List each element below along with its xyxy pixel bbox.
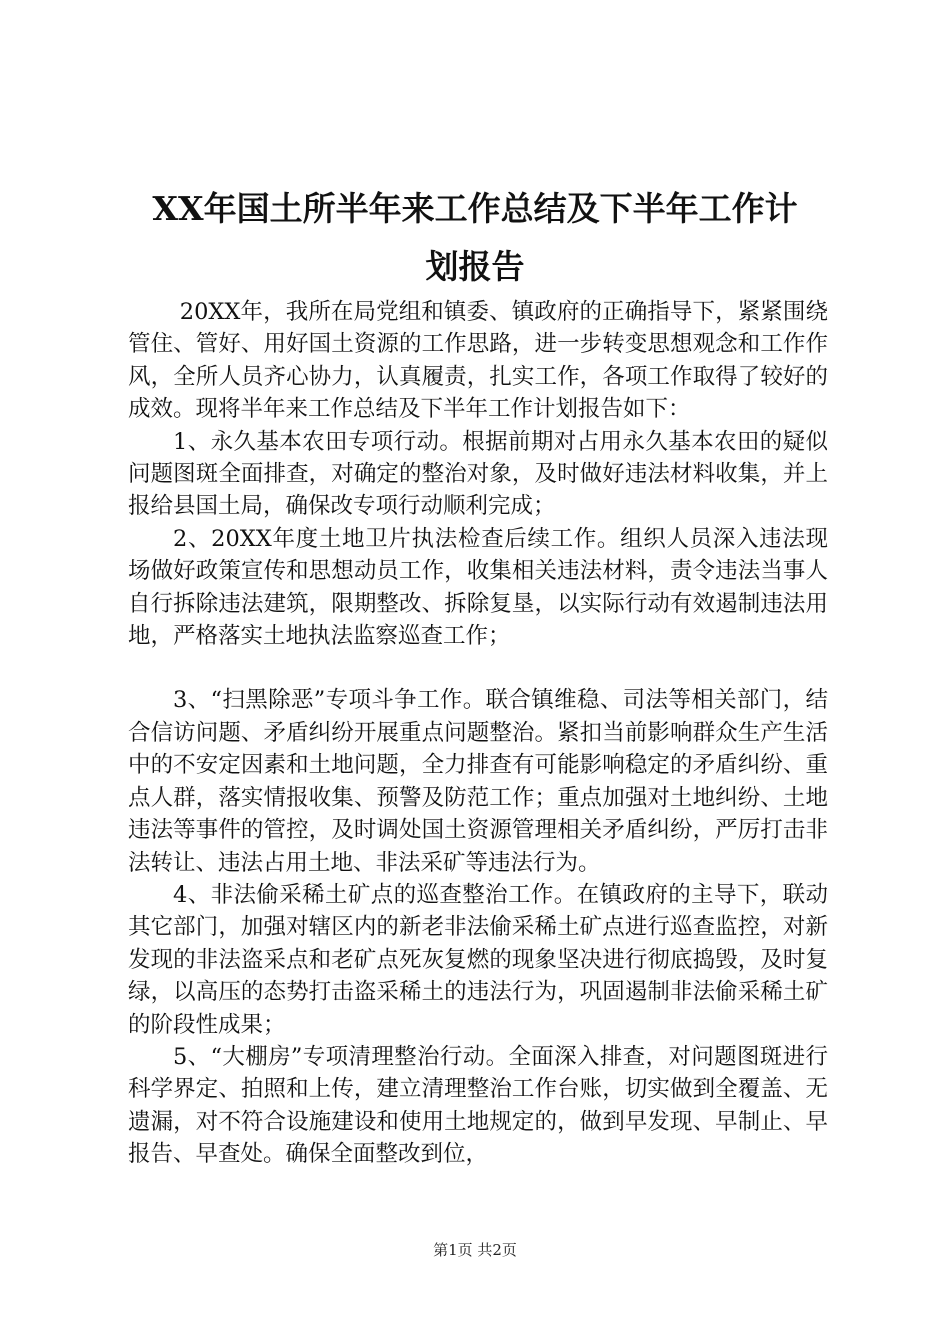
page-number: 第1页 共2页: [433, 1241, 517, 1259]
item-2-paragraph: 2、20XX年度土地卫片执法检查后续工作。组织人员深入违法现场做好政策宣传和思想动员工作，收集相关违法材料，责令违法当事人自行拆除违法建筑，限期整改、拆除复垦，以实际行动有效遏制违法用地，严格落实土地执法监察巡查工作；: [128, 525, 828, 650]
item-1-paragraph: 1、永久基本农田专项行动。根据前期对占用永久基本农田的疑似问题图斑全面排查，对确定的整治对象，及时做好违法材料收集，并上报给县国土局，确保改专项行动顺利完成；: [128, 428, 828, 520]
title-line-1: XX年国土所半年来工作总结及下半年工作计: [152, 189, 798, 228]
intro-paragraph: 20XX年，我所在局党组和镇委、镇政府的正确指导下，紧紧围绕管住、管好、用好国土资源的工作思路，进一步转变思想观念和工作作风，全所人员齐心协力，认真履责，扎实工作，各项工作取得了较好的成效。现将半年来工作总结及下半年工作计划报告如下：: [128, 299, 828, 423]
item-3-paragraph: 3、“扫黑除恶”专项斗争工作。联合镇维稳、司法等相关部门，结合信访问题、矛盾纠纷开展重点问题整治。紧扣当前影响群众生产生活中的不安定因素和土地问题，全力排查有可能影响稳定的矛盾纠纷、重点人群，落实情报收集、预警及防范工作；重点加强对土地纠纷、土地违法等事件的管控，及时调处国土资源管理相关矛盾纠纷，严厉打击非法转让、违法占用土地、非法采矿等违法行为。: [128, 687, 828, 876]
item-4-paragraph: 4、非法偷采稀土矿点的巡查整治工作。在镇政府的主导下，联动其它部门，加强对辖区内的新老非法偷采稀土矿点进行巡查监控，对新发现的非法盗采点和老矿点死灰复燃的现象坚决进行彻底捣毁，及时复绿，以高压的态势打击盗采稀土的违法行为，巩固遏制非法偷采稀土矿的阶段性成果；: [128, 881, 828, 1038]
document-body: [128, 296, 828, 1171]
page-footer: [0, 1240, 950, 1260]
title-line-2: 划报告: [425, 247, 525, 286]
item-5-paragraph: 5、“大棚房”专项清理整治行动。全面深入排查，对问题图斑进行科学界定、拍照和上传，建立清理整治工作台账，切实做到全覆盖、无遗漏，对不符合设施建设和使用土地规定的，做到早发现、早制止、早报告、早查处。确保全面整改到位，: [128, 1043, 828, 1168]
document-title: [100, 180, 850, 296]
